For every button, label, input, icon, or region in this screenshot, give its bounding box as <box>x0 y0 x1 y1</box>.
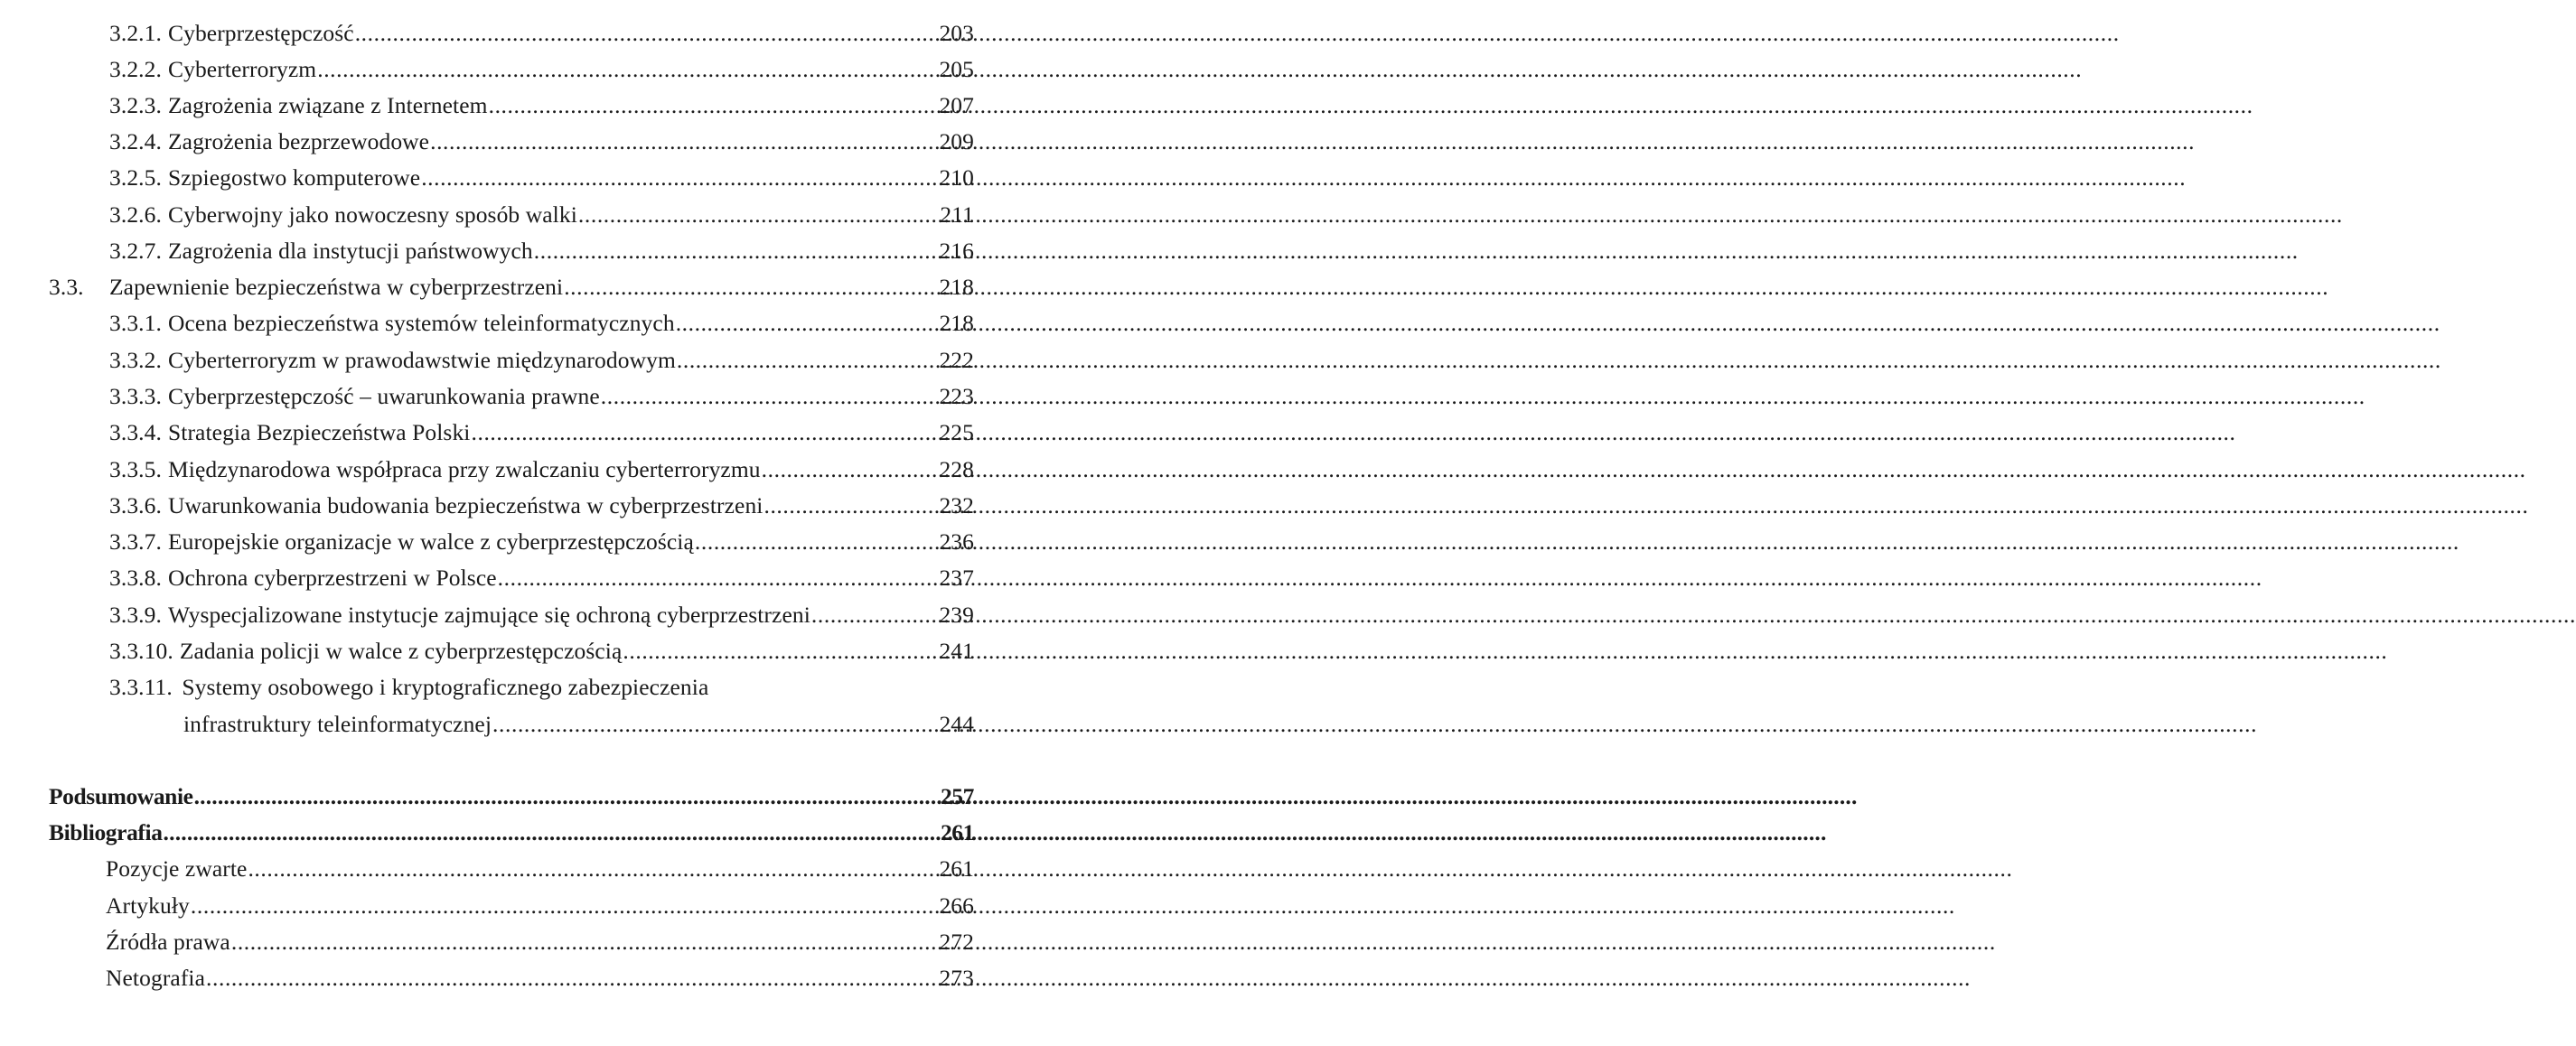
toc-entry-number: 3.3.10. <box>109 638 173 664</box>
toc-entry-page: 205 <box>939 56 974 82</box>
toc-entry-3-3-5[interactable] <box>109 456 974 483</box>
toc-entry-number: 3.3.7. <box>109 528 162 555</box>
toc-entry-3-3-7[interactable] <box>109 528 974 556</box>
toc-entry-title: Źródła prawa <box>106 929 230 955</box>
toc-entry-number: 3.3. <box>49 274 84 300</box>
toc-entry-page: 211 <box>940 201 974 228</box>
toc-entry-bibliografia[interactable] <box>49 819 974 846</box>
toc-entry-3-3-2[interactable] <box>109 347 974 374</box>
toc-entry-3-3-3[interactable] <box>109 383 974 410</box>
toc-entry-title: Cyberterroryzm <box>167 56 317 82</box>
toc-entry-3-3-6[interactable] <box>109 492 974 519</box>
toc-entry-number: 3.2.2. <box>109 56 162 82</box>
toc-entry-title: Wyspecjalizowane instytucje zajmujące się ochroną cyberprzestrzeni <box>167 602 810 628</box>
toc-entry-title-continuation: infrastruktury teleinformatycznej <box>183 711 492 737</box>
toc-entry-page: 241 <box>939 638 974 664</box>
toc-entry-number: 3.3.11. <box>109 674 173 700</box>
toc-entry-3-3-11[interactable] <box>183 711 974 738</box>
toc-entry-3-2-6[interactable] <box>109 201 974 229</box>
dot-leader <box>677 347 939 374</box>
dot-leader <box>578 201 939 229</box>
toc-entry-zrodla-prawa[interactable] <box>106 929 974 956</box>
toc-entry-number: 3.3.4. <box>109 419 162 445</box>
toc-entry-pozycje-zwarte[interactable] <box>106 855 974 883</box>
toc-entry-3-2-1[interactable] <box>109 20 974 47</box>
toc-entry-3-2-7[interactable] <box>109 238 974 265</box>
dot-leader <box>811 602 939 629</box>
toc-entry-title: Europejskie organizacje w walce z cyberprzestępczością <box>167 528 694 555</box>
toc-entry-3-3-4[interactable] <box>109 419 974 446</box>
toc-entry-number: 3.3.9. <box>109 602 162 628</box>
dot-leader <box>695 528 939 556</box>
dot-leader <box>206 965 938 992</box>
toc-entry-title: Systemy osobowego i kryptograficznego zabezpieczenia <box>182 674 709 700</box>
toc-entry-page: 203 <box>939 20 974 46</box>
dot-leader <box>489 92 939 119</box>
dot-leader <box>231 929 939 956</box>
dot-leader <box>164 819 940 846</box>
toc-entry-title: Cyberprzestępczość <box>167 20 354 46</box>
toc-entry-netografia[interactable] <box>106 965 974 992</box>
dot-leader <box>564 274 938 301</box>
toc-entry-title: Uwarunkowania budowania bezpieczeństwa w cyberprzestrzeni <box>167 492 763 518</box>
table-of-contents-page <box>0 0 1026 1046</box>
toc-entry-3-2-2[interactable] <box>109 56 974 83</box>
toc-entry-3-3-8[interactable] <box>109 565 974 592</box>
toc-entry-page: 225 <box>939 419 974 445</box>
toc-entry-page: 228 <box>939 456 974 482</box>
toc-entry-page: 239 <box>939 602 974 628</box>
toc-entry-number: 3.2.7. <box>109 238 162 264</box>
toc-entry-page: 273 <box>939 965 974 991</box>
toc-entry-page: 207 <box>939 92 974 118</box>
toc-entry-page: 244 <box>939 711 974 737</box>
toc-entry-title: Cyberterroryzm w prawodawstwie międzynarodowym <box>167 347 676 373</box>
toc-entry-title: Ochrona cyberprzestrzeni w Polsce <box>167 565 497 591</box>
dot-leader <box>601 383 939 410</box>
dot-leader <box>763 492 938 519</box>
toc-entry-title: Szpiegostwo komputerowe <box>167 164 421 191</box>
toc-entry-title: Artykuły <box>106 892 190 919</box>
toc-entry-title: Pozycje zwarte <box>106 855 248 882</box>
dot-leader <box>676 310 939 337</box>
toc-entry-3-2-4[interactable] <box>109 128 974 155</box>
toc-entry-3-3-1[interactable] <box>109 310 974 337</box>
dot-leader <box>355 20 939 47</box>
toc-entry-title: Cyberwojny jako nowoczesny sposób walki <box>167 201 577 228</box>
toc-entry-number: 3.3.1. <box>109 310 162 336</box>
toc-entry-3-3-11-first-line[interactable] <box>109 674 708 701</box>
toc-entry-page: 261 <box>939 855 974 882</box>
toc-entry-title: Zagrożenia związane z Internetem <box>167 92 488 118</box>
toc-entry-title: Zapewnienie bezpieczeństwa w cyberprzestrzeni <box>109 274 564 300</box>
toc-entry-number: 3.2.3. <box>109 92 162 118</box>
toc-entry-page: 218 <box>939 310 974 336</box>
toc-entry-3-2-3[interactable] <box>109 92 974 119</box>
toc-entry-page: 222 <box>939 347 974 373</box>
toc-entry-title: Ocena bezpieczeństwa systemów teleinformatycznych <box>167 310 675 336</box>
dot-leader <box>194 783 940 810</box>
toc-entry-page: 223 <box>939 383 974 409</box>
toc-entry-number: 3.3.8. <box>109 565 162 591</box>
toc-entry-page: 232 <box>939 492 974 518</box>
toc-entry-page: 272 <box>939 929 974 955</box>
toc-entry-page: 236 <box>939 528 974 555</box>
toc-entry-number: 3.2.1. <box>109 20 162 46</box>
dot-leader <box>623 638 938 665</box>
toc-entry-title: Zadania policji w walce z cyberprzestępczością <box>179 638 623 664</box>
toc-entry-title: Podsumowanie <box>49 783 193 809</box>
dot-leader <box>317 56 938 83</box>
toc-entry-page: 209 <box>939 128 974 154</box>
toc-entry-title: Międzynarodowa współpraca przy zwalczaniu cyberterroryzmu <box>167 456 761 482</box>
toc-entry-number: 3.3.5. <box>109 456 162 482</box>
toc-entry-number: 3.3.6. <box>109 492 162 518</box>
toc-entry-3-3-10[interactable] <box>109 638 974 665</box>
toc-entry-page: 210 <box>939 164 974 191</box>
toc-entry-number: 3.3.2. <box>109 347 162 373</box>
toc-entry-podsumowanie[interactable] <box>49 783 974 810</box>
toc-entry-3-3[interactable] <box>49 274 974 301</box>
toc-entry-number: 3.2.5. <box>109 164 162 191</box>
dot-leader <box>191 892 939 920</box>
toc-entry-title: Cyberprzestępczość – uwarunkowania prawne <box>167 383 600 409</box>
dot-leader <box>430 128 938 155</box>
toc-entry-page: 216 <box>939 238 974 264</box>
toc-entry-artykuly[interactable] <box>106 892 974 920</box>
dot-leader <box>421 164 938 191</box>
toc-entry-number: 3.2.6. <box>109 201 162 228</box>
toc-entry-page: 218 <box>939 274 974 300</box>
toc-entry-page: 261 <box>940 819 974 845</box>
toc-entry-page: 257 <box>940 783 974 809</box>
toc-entry-title: Zagrożenia bezprzewodowe <box>167 128 430 154</box>
toc-entry-title: Zagrożenia dla instytucji państwowych <box>167 238 533 264</box>
dot-leader <box>534 238 939 265</box>
toc-entry-title: Strategia Bezpieczeństwa Polski <box>167 419 471 445</box>
dot-leader <box>762 456 939 483</box>
dot-leader <box>472 419 939 446</box>
toc-entry-page: 237 <box>939 565 974 591</box>
dot-leader <box>498 565 939 592</box>
toc-entry-number: 3.3.3. <box>109 383 162 409</box>
dot-leader <box>492 711 938 738</box>
toc-entry-number: 3.2.4. <box>109 128 162 154</box>
toc-entry-3-2-5[interactable] <box>109 164 974 191</box>
toc-entry-page: 266 <box>939 892 974 919</box>
toc-entry-title: Netografia <box>106 965 206 991</box>
toc-entry-title: Bibliografia <box>49 819 163 845</box>
dot-leader <box>248 855 938 883</box>
toc-entry-3-3-9[interactable] <box>109 602 974 629</box>
